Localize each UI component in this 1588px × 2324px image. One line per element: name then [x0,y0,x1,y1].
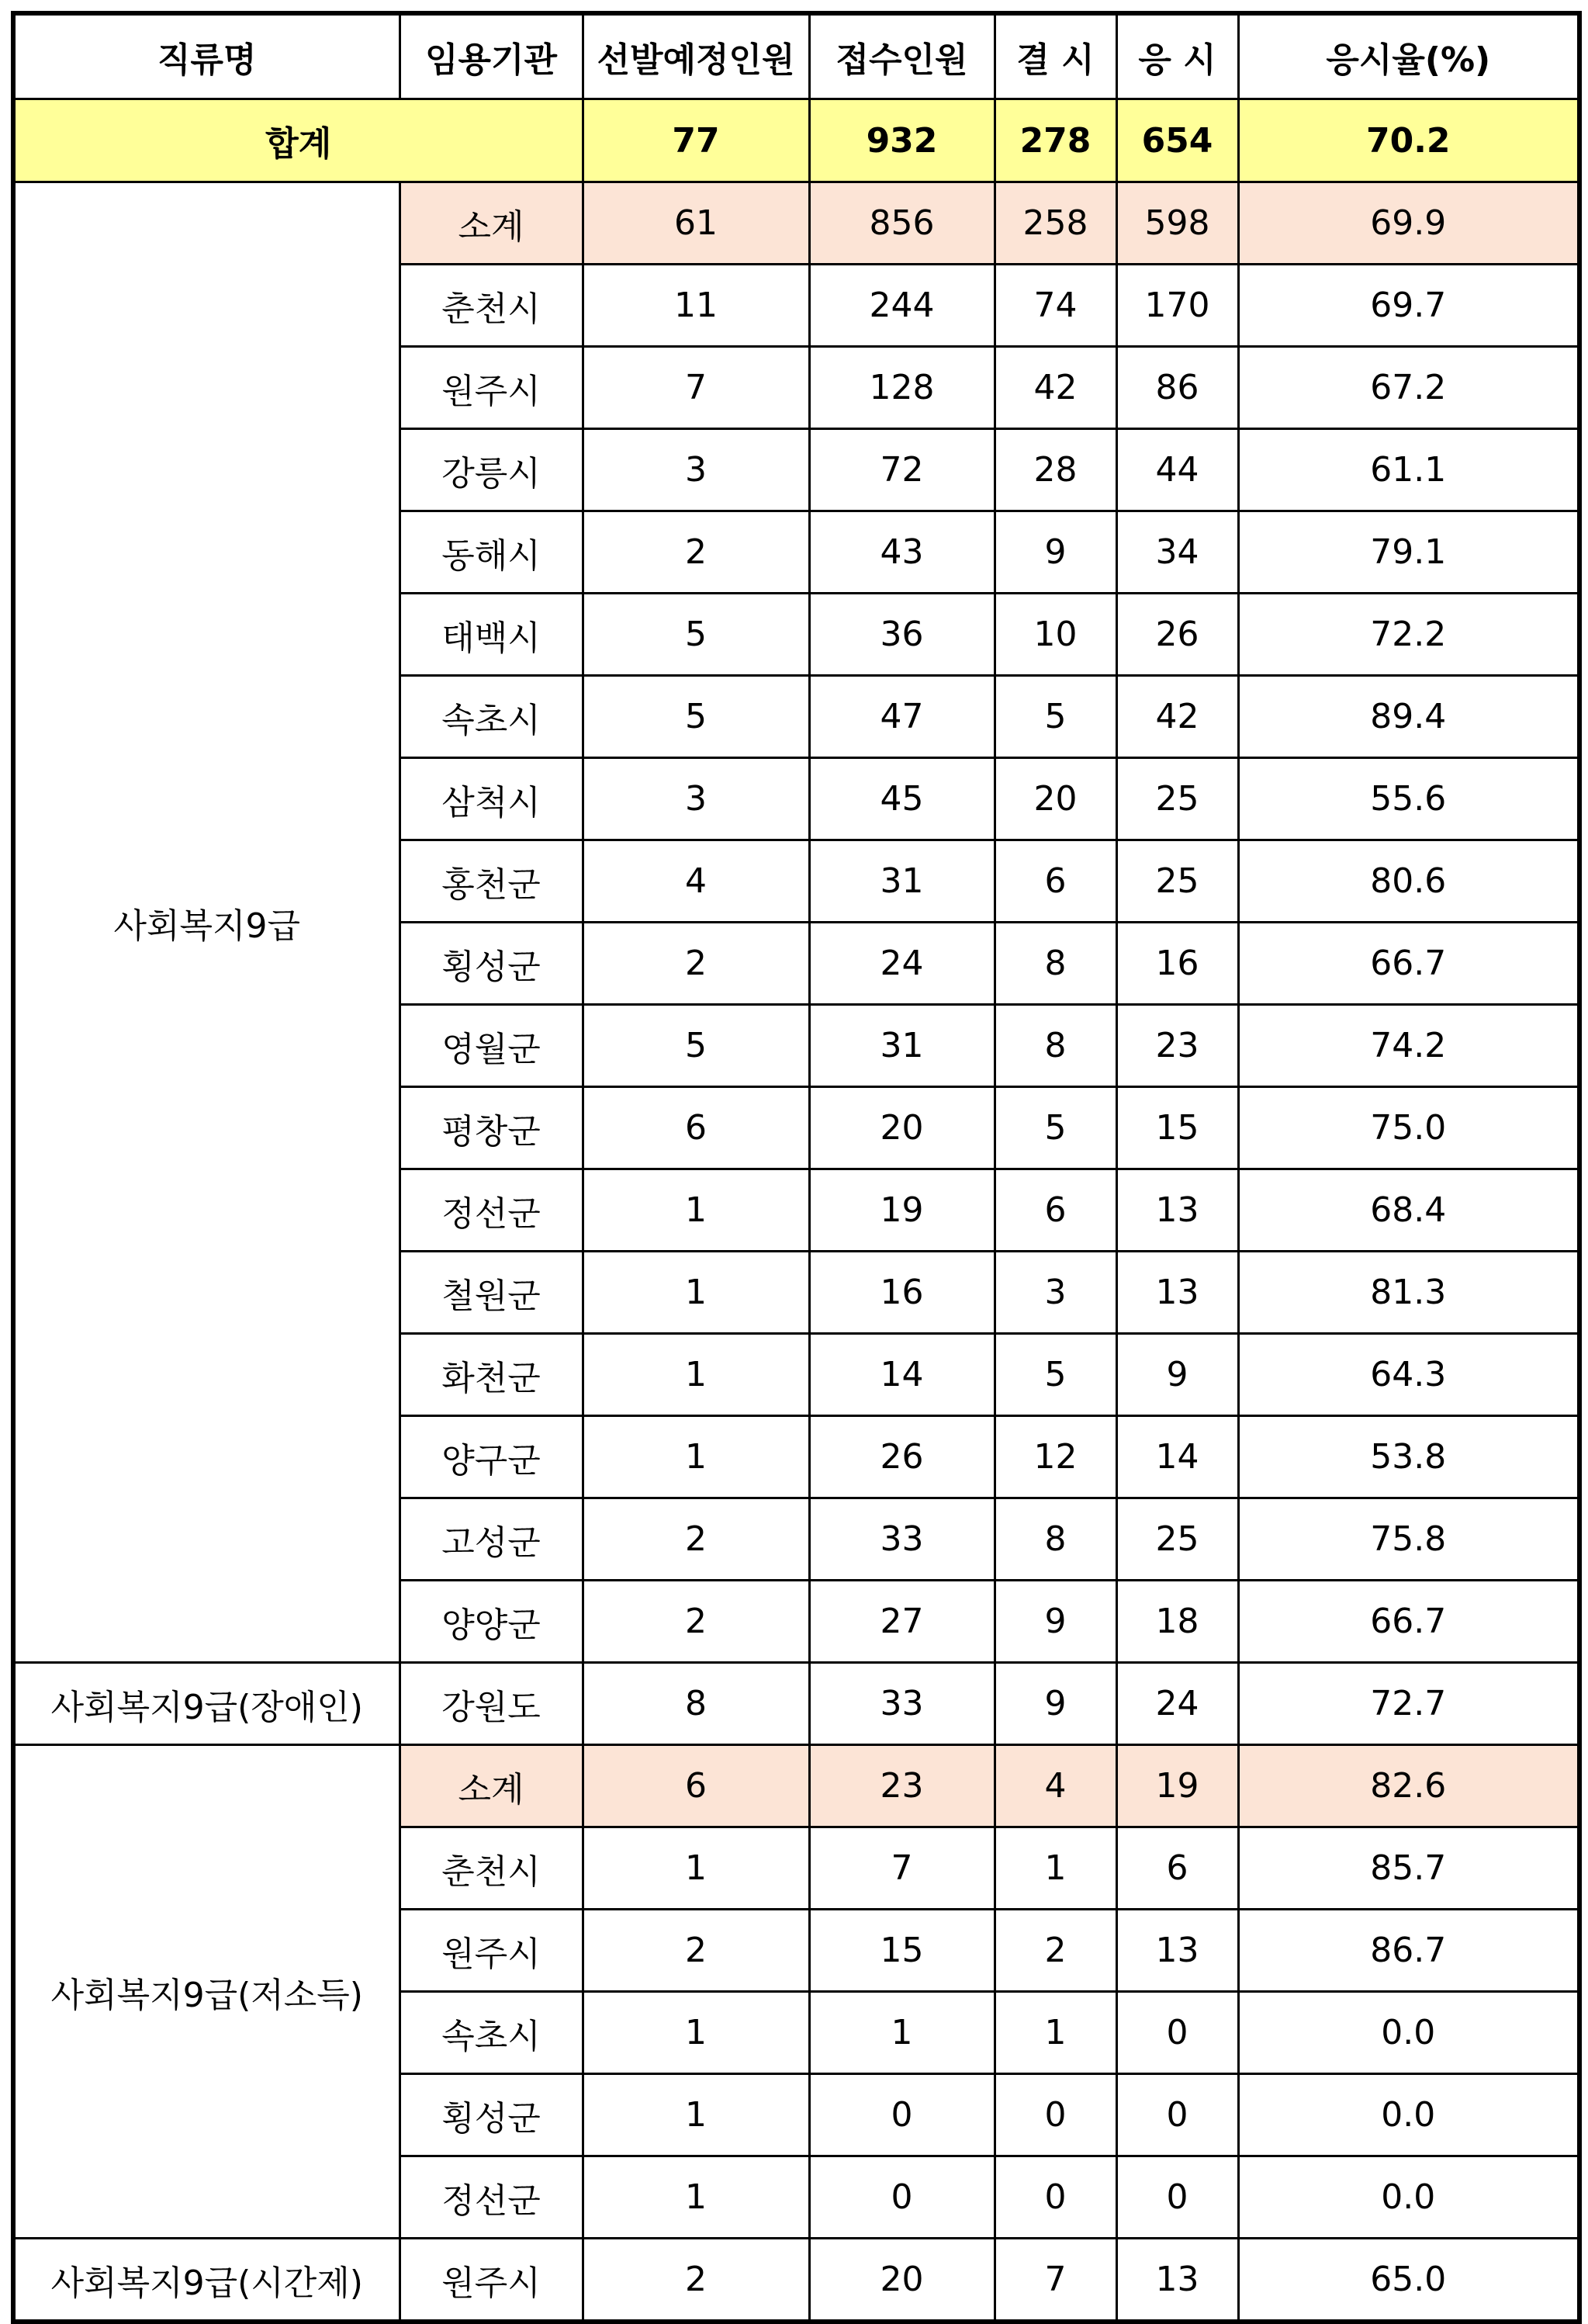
attended-cell: 26 [1116,594,1238,676]
applied-cell: 0 [809,2156,995,2239]
agency-cell: 고성군 [400,1498,583,1581]
attended-cell: 170 [1116,265,1238,347]
absent-cell: 20 [995,758,1116,840]
agency-cell: 정선군 [400,2156,583,2239]
agency-cell: 원주시 [400,347,583,429]
absent-cell: 1 [995,1827,1116,1910]
planned-cell: 1 [583,1334,809,1416]
rate-cell: 72.7 [1238,1663,1579,1745]
planned-cell: 2 [583,1910,809,1992]
absent-cell: 5 [995,1087,1116,1169]
applied-cell: 43 [809,511,995,594]
agency-cell: 동해시 [400,511,583,594]
rate-cell: 69.7 [1238,265,1579,347]
applied-cell: 19 [809,1169,995,1252]
attended-cell: 23 [1116,1005,1238,1087]
attended-cell: 18 [1116,1581,1238,1663]
rate-cell: 79.1 [1238,511,1579,594]
attended-cell: 13 [1116,1252,1238,1334]
header-absent: 결 시 [995,13,1116,99]
applied-cell: 15 [809,1910,995,1992]
agency-cell: 양구군 [400,1416,583,1498]
applied-cell: 244 [809,265,995,347]
rate-cell: 0.0 [1238,2074,1579,2156]
category-cell: 사회복지9급(저소득) [13,1745,400,2239]
rate-cell: 72.2 [1238,594,1579,676]
rate-cell: 64.3 [1238,1334,1579,1416]
header-applied: 접수인원 [809,13,995,99]
planned-cell: 2 [583,1498,809,1581]
planned-cell: 11 [583,265,809,347]
absent-cell: 0 [995,2074,1116,2156]
agency-cell: 춘천시 [400,265,583,347]
planned-cell: 1 [583,1252,809,1334]
planned-cell: 6 [583,1745,809,1827]
rate-cell: 68.4 [1238,1169,1579,1252]
absent-cell: 42 [995,347,1116,429]
attended-cell: 19 [1116,1745,1238,1827]
exam-attendance-table [11,11,1582,2324]
rate-cell: 85.7 [1238,1827,1579,1910]
rate-cell: 86.7 [1238,1910,1579,1992]
applied-cell: 36 [809,594,995,676]
rate-cell: 82.6 [1238,1745,1579,1827]
absent-cell: 3 [995,1252,1116,1334]
table-body [13,99,1579,2322]
applied-cell: 7 [809,1827,995,1910]
applied-cell: 33 [809,1498,995,1581]
planned-cell: 1 [583,2074,809,2156]
absent-cell: 258 [995,182,1116,265]
rate-cell: 67.2 [1238,347,1579,429]
agency-cell: 속초시 [400,1992,583,2074]
rate-cell: 0.0 [1238,2156,1579,2239]
absent-cell: 12 [995,1416,1116,1498]
header-category: 직류명 [13,13,400,99]
attended-cell: 9 [1116,1334,1238,1416]
applied-cell: 31 [809,1005,995,1087]
category-cell: 사회복지9급(장애인) [13,1663,400,1745]
planned-cell: 3 [583,429,809,511]
planned-cell: 3 [583,758,809,840]
absent-cell: 5 [995,676,1116,758]
agency-cell: 속초시 [400,676,583,758]
attended-cell: 13 [1116,2239,1238,2322]
table-row [13,2239,1579,2322]
planned-cell: 1 [583,1992,809,2074]
rate-cell: 74.2 [1238,1005,1579,1087]
planned-cell: 1 [583,2156,809,2239]
rate-cell: 55.6 [1238,758,1579,840]
applied-cell: 20 [809,1087,995,1169]
absent-cell: 6 [995,1169,1116,1252]
absent-cell: 5 [995,1334,1116,1416]
total-applied: 932 [809,99,995,182]
applied-cell: 47 [809,676,995,758]
total-row [13,99,1579,182]
agency-cell: 영월군 [400,1005,583,1087]
applied-cell: 24 [809,923,995,1005]
attended-cell: 44 [1116,429,1238,511]
absent-cell: 8 [995,1005,1116,1087]
agency-cell: 태백시 [400,594,583,676]
total-label: 합계 [13,99,583,182]
absent-cell: 0 [995,2156,1116,2239]
subtotal-row [13,182,1579,265]
agency-cell: 양양군 [400,1581,583,1663]
attended-cell: 34 [1116,511,1238,594]
planned-cell: 8 [583,1663,809,1745]
absent-cell: 4 [995,1745,1116,1827]
absent-cell: 10 [995,594,1116,676]
rate-cell: 80.6 [1238,840,1579,923]
attended-cell: 0 [1116,2074,1238,2156]
attended-cell: 42 [1116,676,1238,758]
planned-cell: 1 [583,1416,809,1498]
header-attended: 응 시 [1116,13,1238,99]
attended-cell: 13 [1116,1910,1238,1992]
applied-cell: 23 [809,1745,995,1827]
table-row [13,1663,1579,1745]
applied-cell: 27 [809,1581,995,1663]
attended-cell: 0 [1116,2156,1238,2239]
absent-cell: 2 [995,1910,1116,1992]
absent-cell: 9 [995,511,1116,594]
applied-cell: 20 [809,2239,995,2322]
agency-cell: 횡성군 [400,2074,583,2156]
absent-cell: 28 [995,429,1116,511]
planned-cell: 5 [583,676,809,758]
planned-cell: 2 [583,1581,809,1663]
attended-cell: 86 [1116,347,1238,429]
planned-cell: 4 [583,840,809,923]
rate-cell: 75.0 [1238,1087,1579,1169]
rate-cell: 69.9 [1238,182,1579,265]
rate-cell: 75.8 [1238,1498,1579,1581]
total-absent: 278 [995,99,1116,182]
applied-cell: 26 [809,1416,995,1498]
header-planned: 선발예정인원 [583,13,809,99]
planned-cell: 61 [583,182,809,265]
attended-cell: 14 [1116,1416,1238,1498]
attended-cell: 15 [1116,1087,1238,1169]
total-rate: 70.2 [1238,99,1579,182]
agency-cell: 소계 [400,1745,583,1827]
agency-cell: 삼척시 [400,758,583,840]
total-attended: 654 [1116,99,1238,182]
attended-cell: 0 [1116,1992,1238,2074]
agency-cell: 원주시 [400,2239,583,2322]
agency-cell: 평창군 [400,1087,583,1169]
planned-cell: 1 [583,1169,809,1252]
attended-cell: 25 [1116,1498,1238,1581]
absent-cell: 8 [995,923,1116,1005]
attended-cell: 13 [1116,1169,1238,1252]
agency-cell: 강릉시 [400,429,583,511]
agency-cell: 화천군 [400,1334,583,1416]
applied-cell: 33 [809,1663,995,1745]
absent-cell: 6 [995,840,1116,923]
planned-cell: 5 [583,1005,809,1087]
absent-cell: 74 [995,265,1116,347]
attended-cell: 24 [1116,1663,1238,1745]
planned-cell: 6 [583,1087,809,1169]
rate-cell: 89.4 [1238,676,1579,758]
agency-cell: 횡성군 [400,923,583,1005]
category-cell: 사회복지9급 [13,182,400,1663]
absent-cell: 9 [995,1581,1116,1663]
total-planned: 77 [583,99,809,182]
agency-cell: 강원도 [400,1663,583,1745]
rate-cell: 66.7 [1238,1581,1579,1663]
rate-cell: 53.8 [1238,1416,1579,1498]
rate-cell: 0.0 [1238,1992,1579,2074]
planned-cell: 2 [583,511,809,594]
agency-cell: 정선군 [400,1169,583,1252]
attended-cell: 598 [1116,182,1238,265]
planned-cell: 5 [583,594,809,676]
absent-cell: 7 [995,2239,1116,2322]
agency-cell: 철원군 [400,1252,583,1334]
rate-cell: 65.0 [1238,2239,1579,2322]
header-row [13,13,1579,99]
planned-cell: 2 [583,923,809,1005]
subtotal-row [13,1745,1579,1827]
agency-cell: 소계 [400,182,583,265]
applied-cell: 14 [809,1334,995,1416]
applied-cell: 31 [809,840,995,923]
absent-cell: 8 [995,1498,1116,1581]
rate-cell: 81.3 [1238,1252,1579,1334]
header-rate: 응시율(%) [1238,13,1579,99]
applied-cell: 856 [809,182,995,265]
agency-cell: 춘천시 [400,1827,583,1910]
applied-cell: 1 [809,1992,995,2074]
applied-cell: 45 [809,758,995,840]
agency-cell: 홍천군 [400,840,583,923]
applied-cell: 0 [809,2074,995,2156]
header-agency: 임용기관 [400,13,583,99]
applied-cell: 128 [809,347,995,429]
agency-cell: 원주시 [400,1910,583,1992]
attended-cell: 16 [1116,923,1238,1005]
absent-cell: 9 [995,1663,1116,1745]
rate-cell: 61.1 [1238,429,1579,511]
planned-cell: 1 [583,1827,809,1910]
absent-cell: 1 [995,1992,1116,2074]
recruitment-results-sheet [11,11,1577,2324]
rate-cell: 66.7 [1238,923,1579,1005]
planned-cell: 7 [583,347,809,429]
attended-cell: 6 [1116,1827,1238,1910]
planned-cell: 2 [583,2239,809,2322]
applied-cell: 72 [809,429,995,511]
category-cell: 사회복지9급(시간제) [13,2239,400,2322]
applied-cell: 16 [809,1252,995,1334]
attended-cell: 25 [1116,758,1238,840]
attended-cell: 25 [1116,840,1238,923]
